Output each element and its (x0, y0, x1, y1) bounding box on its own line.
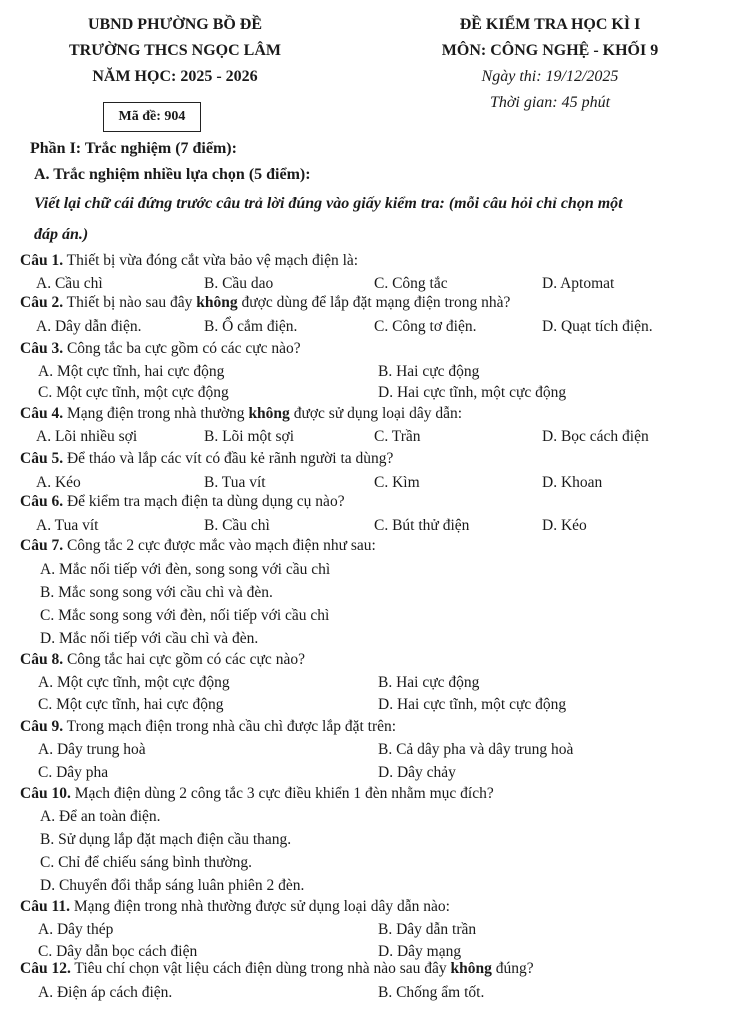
question-12-text: Câu 12. Tiêu chí chọn vật liệu cách điện dùng trong nhà nào sau đây không đúng? (20, 960, 534, 977)
question-number: Câu 9. (20, 718, 64, 735)
question-10-option-b: B. Sử dụng lắp đặt mạch điện cầu thang. (40, 831, 292, 848)
emphasis-word: không (450, 960, 492, 977)
question-1-option-a: A. Cầu chì (36, 275, 103, 292)
question-5-option-c: C. Kìm (374, 474, 420, 491)
question-10-option-c: C. Chỉ để chiếu sáng bình thường. (40, 854, 253, 871)
question-7-option-b: B. Mắc song song với cầu chì và đèn. (40, 584, 273, 601)
question-number: Câu 10. (20, 785, 71, 802)
question-7-option-a: A. Mắc nối tiếp với đèn, song song với cầu chì (40, 561, 331, 578)
question-1-option-d: D. Aptomat (542, 275, 615, 292)
emphasis-word: không (248, 405, 290, 422)
part-a-heading: A. Trắc nghiệm nhiều lựa chọn (5 điểm): (34, 166, 311, 183)
question-2-option-b: B. Ổ cắm điện. (204, 318, 298, 335)
question-number: Câu 2. (20, 294, 64, 311)
question-9-option-c: C. Dây pha (38, 764, 109, 781)
instruction-line-2: đáp án.) (34, 226, 89, 243)
question-number: Câu 11. (20, 898, 70, 915)
question-11-option-d: D. Dây mạng (378, 943, 462, 960)
question-9-option-b: B. Cả dây pha và dây trung hoà (378, 741, 574, 758)
question-6-option-b: B. Cầu chì (204, 517, 270, 534)
exam-header (395, 12, 705, 116)
question-2-option-c: C. Công tơ điện. (374, 318, 477, 335)
exam-subject: MÔN: CÔNG NGHỆ - KHỐI 9 (441, 42, 659, 59)
question-8-option-d: D. Hai cực tĩnh, một cực động (378, 696, 567, 713)
question-number: Câu 4. (20, 405, 64, 422)
question-number: Câu 3. (20, 340, 64, 357)
question-3-text: Câu 3. Công tắc ba cực gồm có các cực nào? (20, 340, 301, 357)
question-number: Câu 6. (20, 493, 64, 510)
question-4-option-b: B. Lõi một sợi (204, 428, 295, 445)
question-10-option-d: D. Chuyển đổi thắp sáng luân phiên 2 đèn. (40, 877, 305, 894)
question-6-option-d: D. Kéo (542, 517, 587, 534)
question-8-option-a: A. Một cực tĩnh, một cực động (38, 674, 230, 691)
question-7-option-d: D. Mắc nối tiếp với cầu chì và đèn. (40, 630, 259, 647)
question-9-option-d: D. Dây chảy (378, 764, 456, 781)
question-11-option-c: C. Dây dẫn bọc cách điện (38, 943, 198, 960)
question-11-text: Câu 11. Mạng điện trong nhà thường được sử dụng loại dây dẫn nào: (20, 898, 450, 915)
question-10-option-a: A. Để an toàn điện. (40, 808, 161, 825)
question-1-option-b: B. Cầu dao (204, 275, 274, 292)
question-6-option-a: A. Tua vít (36, 517, 99, 534)
ward-name: UBND PHƯỜNG BỒ ĐỀ (87, 16, 263, 33)
question-3-option-c: C. Một cực tĩnh, một cực động (38, 384, 229, 401)
question-2-option-a: A. Dây dẫn điện. (36, 318, 142, 335)
question-number: Câu 1. (20, 252, 64, 269)
instruction-line-1: Viết lại chữ cái đứng trước câu trả lời đúng vào giấy kiểm tra: (mỗi câu hỏi chỉ chọn một (34, 195, 623, 212)
exam-duration: Thời gian: 45 phút (489, 94, 611, 111)
school-year: NĂM HỌC: 2025 - 2026 (92, 68, 258, 85)
question-12-option-a: A. Điện áp cách điện. (38, 984, 173, 1001)
question-number: Câu 5. (20, 450, 64, 467)
question-8-option-b: B. Hai cực động (378, 674, 480, 691)
exam-code-box: Mã đề: 904 (103, 102, 201, 132)
question-2-text: Câu 2. Thiết bị nào sau đây không được dùng để lắp đặt mạng điện trong nhà? (20, 294, 511, 311)
question-3-option-b: B. Hai cực động (378, 363, 480, 380)
question-5-option-a: A. Kéo (36, 474, 81, 491)
question-9-text: Câu 9. Trong mạch điện trong nhà cầu chì được lắp đặt trên: (20, 718, 397, 735)
question-5-text: Câu 5. Để tháo và lắp các vít có đầu kẻ rãnh người ta dùng? (20, 450, 394, 467)
question-3-option-a: A. Một cực tĩnh, hai cực động (38, 363, 225, 380)
question-number: Câu 12. (20, 960, 71, 977)
question-3-option-d: D. Hai cực tĩnh, một cực động (378, 384, 567, 401)
question-10-text: Câu 10. Mạch điện dùng 2 công tắc 3 cực điều khiển 1 đèn nhằm mục đích? (20, 785, 494, 802)
question-4-option-a: A. Lõi nhiều sợi (36, 428, 138, 445)
emphasis-word: không (196, 294, 238, 311)
question-4-option-d: D. Bọc cách điện (542, 428, 649, 445)
question-7-text: Câu 7. Công tắc 2 cực được mắc vào mạch điện như sau: (20, 537, 376, 554)
school-header (30, 12, 320, 90)
school-name: TRƯỜNG THCS NGỌC LÂM (68, 42, 281, 59)
question-4-option-c: C. Trần (374, 428, 421, 445)
exam-date: Ngày thi: 19/12/2025 (481, 68, 619, 85)
question-12-option-b: B. Chống ẩm tốt. (378, 984, 485, 1001)
question-8-option-c: C. Một cực tĩnh, hai cực động (38, 696, 224, 713)
part-1-heading: Phần I: Trắc nghiệm (7 điểm): (30, 140, 237, 157)
question-2-option-d: D. Quạt tích điện. (542, 318, 653, 335)
question-5-option-d: D. Khoan (542, 474, 603, 491)
question-5-option-b: B. Tua vít (204, 474, 266, 491)
question-11-option-a: A. Dây thép (38, 921, 114, 938)
question-6-option-c: C. Bút thử điện (374, 517, 470, 534)
question-9-option-a: A. Dây trung hoà (38, 741, 146, 758)
question-8-text: Câu 8. Công tắc hai cực gồm có các cực nào? (20, 651, 305, 668)
question-4-text: Câu 4. Mạng điện trong nhà thường không được sử dụng loại dây dẫn: (20, 405, 463, 422)
question-6-text: Câu 6. Để kiểm tra mạch điện ta dùng dụng cụ nào? (20, 493, 345, 510)
question-1-text: Câu 1. Thiết bị vừa đóng cắt vừa bảo vệ mạch điện là: (20, 252, 359, 269)
question-11-option-b: B. Dây dẫn trần (378, 921, 477, 938)
question-number: Câu 8. (20, 651, 64, 668)
question-7-option-c: C. Mắc song song với đèn, nối tiếp với cầu chì (40, 607, 330, 624)
question-number: Câu 7. (20, 537, 64, 554)
question-1-option-c: C. Công tắc (374, 275, 448, 292)
exam-title: ĐỀ KIỂM TRA HỌC KÌ I (459, 16, 641, 33)
